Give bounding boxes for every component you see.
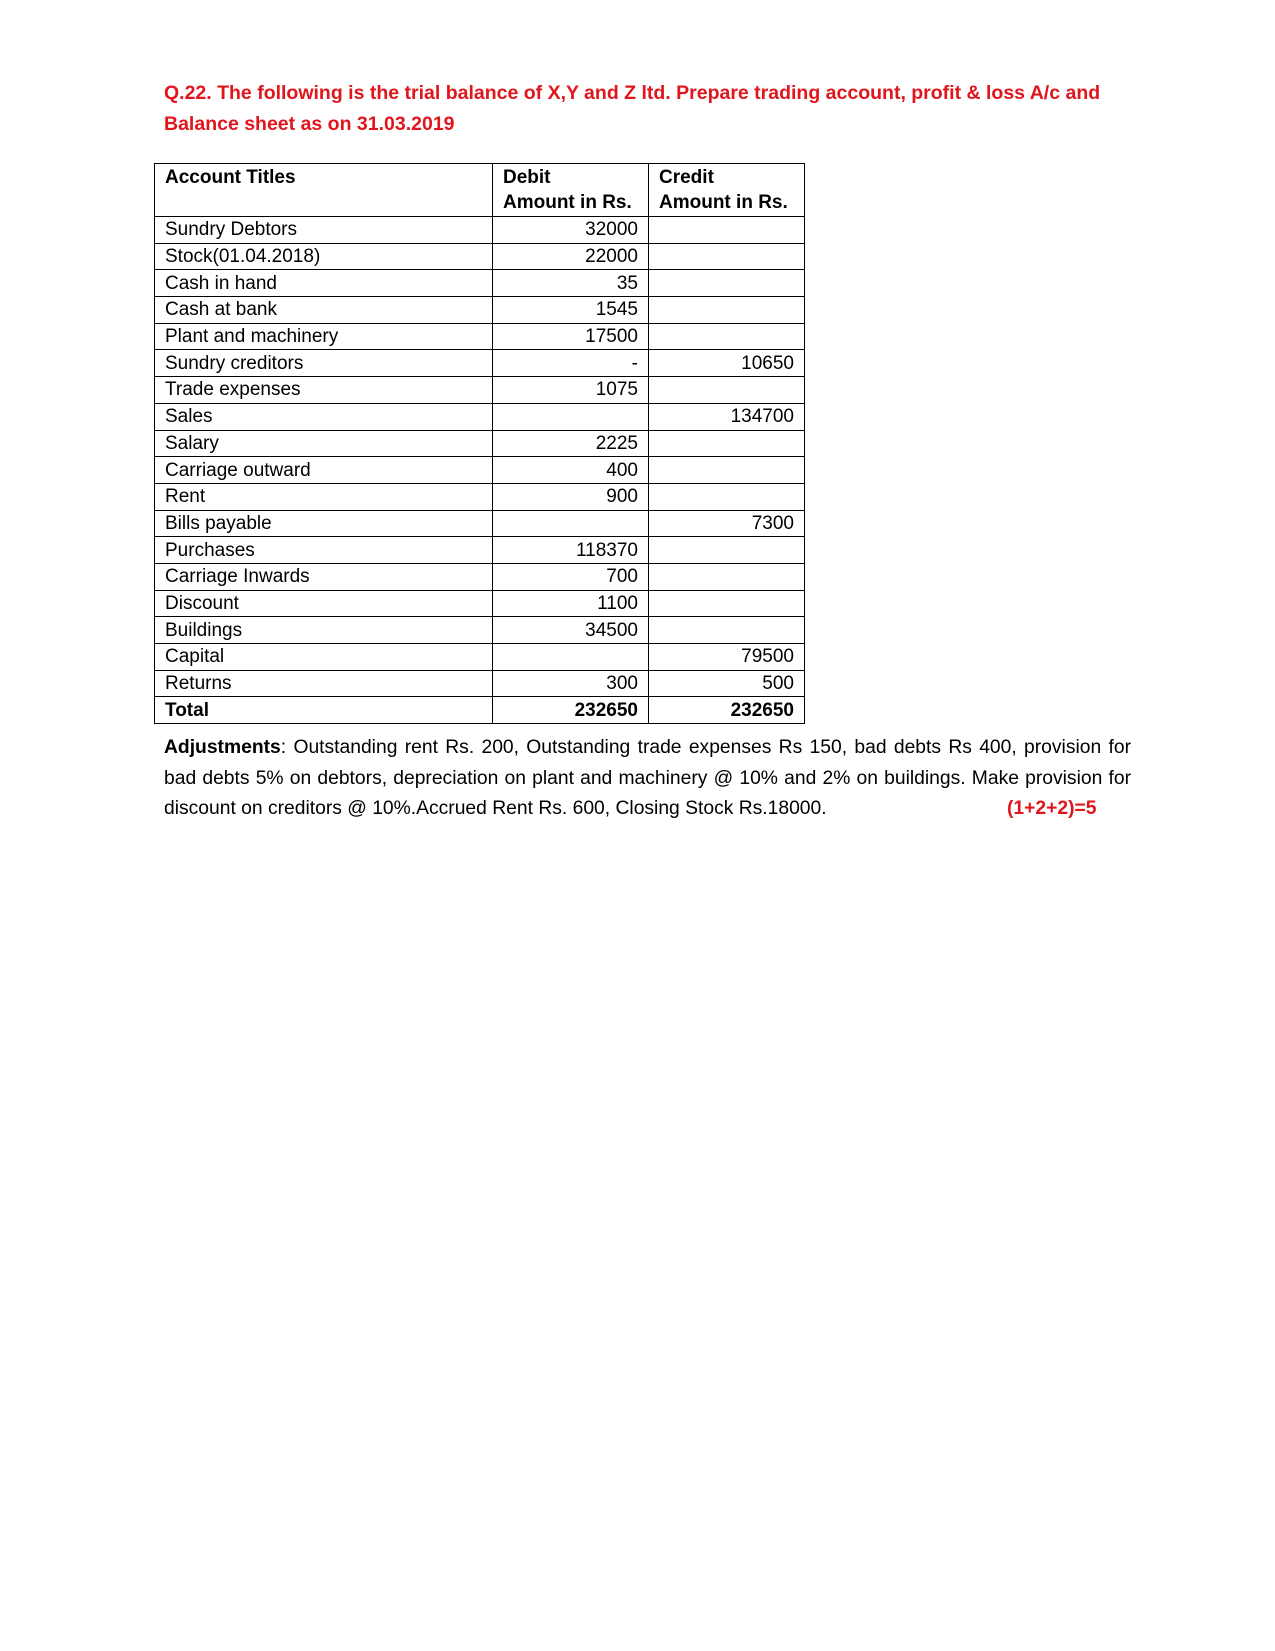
debit-cell: 34500 xyxy=(493,617,649,644)
question-line-2: Balance sheet as on 31.03.2019 xyxy=(164,113,455,135)
account-title-cell: Trade expenses xyxy=(155,377,493,404)
debit-cell: - xyxy=(493,350,649,377)
credit-cell xyxy=(649,537,805,564)
table-row xyxy=(155,403,805,430)
total-credit-cell: 232650 xyxy=(649,697,805,724)
adjustments-paragraph xyxy=(164,733,1131,825)
debit-cell: 22000 xyxy=(493,243,649,270)
credit-cell xyxy=(649,563,805,590)
debit-cell: 118370 xyxy=(493,537,649,564)
table-row xyxy=(155,670,805,697)
account-title-cell: Capital xyxy=(155,644,493,671)
account-title-cell: Purchases xyxy=(155,537,493,564)
table-row xyxy=(155,617,805,644)
account-title-cell: Buildings xyxy=(155,617,493,644)
debit-cell: 1545 xyxy=(493,297,649,324)
total-debit-cell: 232650 xyxy=(493,697,649,724)
table-row xyxy=(155,644,805,671)
table-row xyxy=(155,377,805,404)
account-title-cell: Sales xyxy=(155,403,493,430)
account-title-cell: Rent xyxy=(155,483,493,510)
header-debit-line-2: Amount in Rs. xyxy=(503,192,632,213)
debit-cell: 1100 xyxy=(493,590,649,617)
credit-cell xyxy=(649,217,805,244)
credit-cell xyxy=(649,590,805,617)
debit-cell xyxy=(493,644,649,671)
credit-cell xyxy=(649,243,805,270)
account-title-cell: Returns xyxy=(155,670,493,697)
account-title-cell: Discount xyxy=(155,590,493,617)
credit-cell xyxy=(649,617,805,644)
debit-cell: 700 xyxy=(493,563,649,590)
question-heading xyxy=(164,78,1104,140)
credit-cell: 7300 xyxy=(649,510,805,537)
table-row xyxy=(155,323,805,350)
table-row xyxy=(155,217,805,244)
account-title-cell: Sundry creditors xyxy=(155,350,493,377)
table-header-row xyxy=(155,164,805,217)
table-row xyxy=(155,297,805,324)
header-debit xyxy=(493,164,649,217)
question-line-1: Q.22. The following is the trial balance of X,Y and Z ltd. Prepare trading account, profit & loss A/c and xyxy=(164,82,1101,104)
debit-cell: 32000 xyxy=(493,217,649,244)
account-title-cell: Salary xyxy=(155,430,493,457)
credit-cell xyxy=(649,270,805,297)
credit-cell: 500 xyxy=(649,670,805,697)
table-row xyxy=(155,457,805,484)
table-row xyxy=(155,510,805,537)
table-row xyxy=(155,270,805,297)
debit-cell: 2225 xyxy=(493,430,649,457)
debit-cell xyxy=(493,510,649,537)
account-title-cell: Carriage outward xyxy=(155,457,493,484)
header-credit-line-2: Amount in Rs. xyxy=(659,192,788,213)
credit-cell xyxy=(649,483,805,510)
debit-cell: 900 xyxy=(493,483,649,510)
table-row xyxy=(155,350,805,377)
credit-cell: 134700 xyxy=(649,403,805,430)
total-label-cell: Total xyxy=(155,697,493,724)
account-title-cell: Bills payable xyxy=(155,510,493,537)
account-title-cell: Plant and machinery xyxy=(155,323,493,350)
account-title-cell: Stock(01.04.2018) xyxy=(155,243,493,270)
trial-balance-table xyxy=(154,163,805,724)
account-title-cell: Carriage Inwards xyxy=(155,563,493,590)
table-row xyxy=(155,537,805,564)
table-row xyxy=(155,483,805,510)
debit-cell: 35 xyxy=(493,270,649,297)
adjustments-text: : Outstanding rent Rs. 200, Outstanding trade expenses Rs 150, bad debts Rs 400, provision for bad debts 5% on debtors, depreciation on plant and machinery @ 10% and 2% on buildings. Make provision for discount on creditors @ 10%.Accrued Rent Rs. 600, Closing Stock Rs.18000. xyxy=(164,737,1131,819)
header-account-titles: Account Titles xyxy=(155,164,493,217)
debit-cell: 1075 xyxy=(493,377,649,404)
credit-cell xyxy=(649,457,805,484)
table-total-row xyxy=(155,697,805,724)
table-row xyxy=(155,430,805,457)
debit-cell xyxy=(493,403,649,430)
credit-cell: 10650 xyxy=(649,350,805,377)
account-title-cell: Sundry Debtors xyxy=(155,217,493,244)
credit-cell: 79500 xyxy=(649,644,805,671)
table-row xyxy=(155,243,805,270)
credit-cell xyxy=(649,377,805,404)
adjustments-label: Adjustments xyxy=(164,737,281,758)
credit-cell xyxy=(649,430,805,457)
table-row xyxy=(155,590,805,617)
header-debit-line-1: Debit xyxy=(503,167,551,188)
account-title-cell: Cash at bank xyxy=(155,297,493,324)
debit-cell: 300 xyxy=(493,670,649,697)
table-row xyxy=(155,563,805,590)
debit-cell: 400 xyxy=(493,457,649,484)
debit-cell: 17500 xyxy=(493,323,649,350)
credit-cell xyxy=(649,297,805,324)
marks-allocation: (1+2+2)=5 xyxy=(1007,798,1097,819)
account-title-cell: Cash in hand xyxy=(155,270,493,297)
header-credit xyxy=(649,164,805,217)
credit-cell xyxy=(649,323,805,350)
header-credit-line-1: Credit xyxy=(659,167,714,188)
